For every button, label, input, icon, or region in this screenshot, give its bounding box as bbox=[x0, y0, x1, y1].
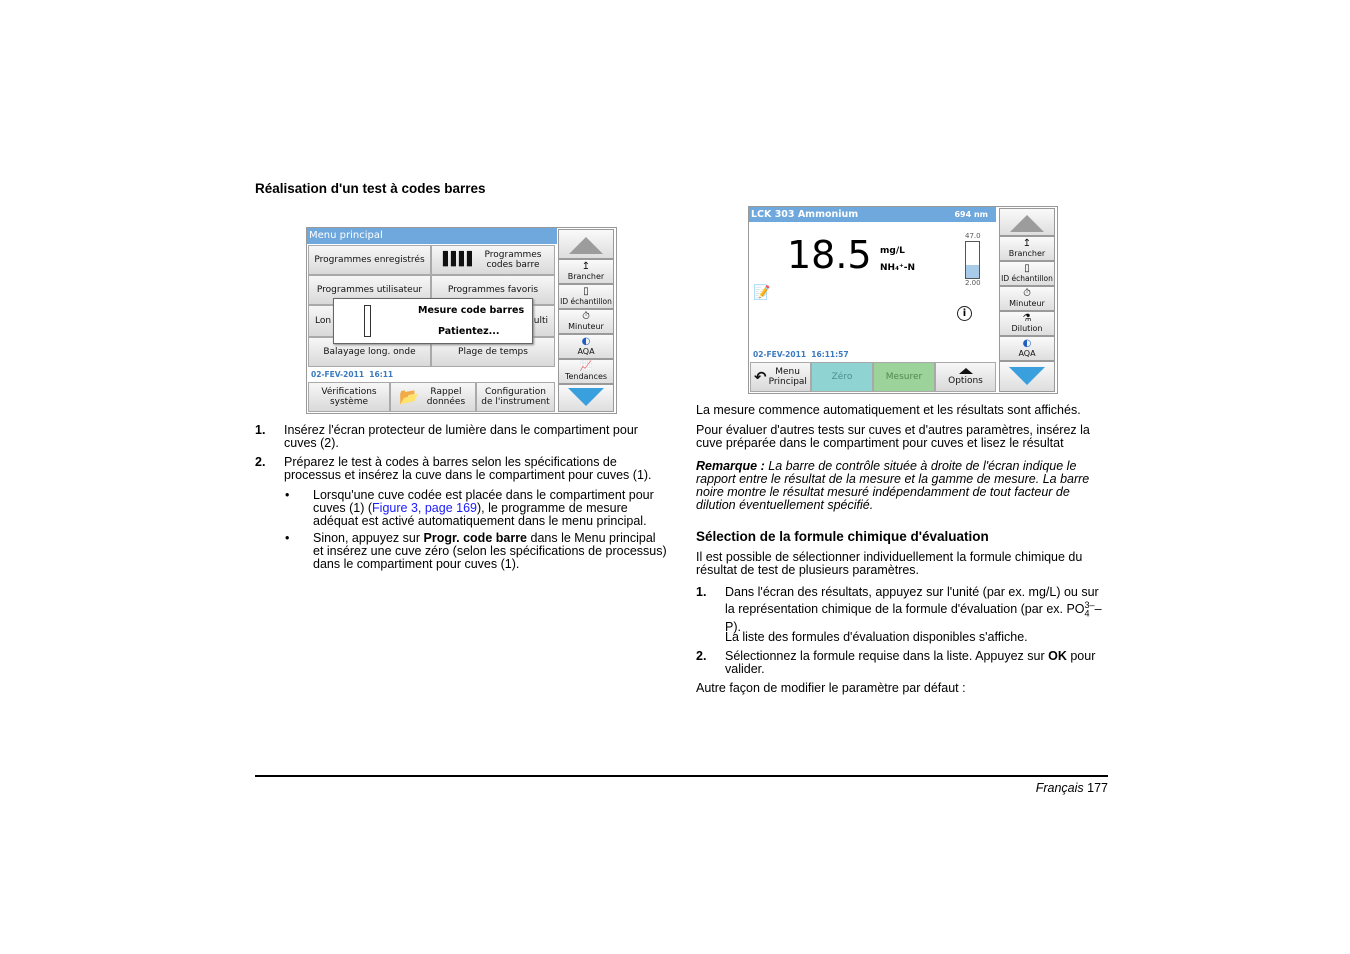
footer-rule bbox=[255, 775, 1108, 777]
zero-button[interactable]: Zéro bbox=[811, 362, 873, 392]
result-screen bbox=[748, 206, 1058, 394]
program-title: LCK 303 Ammonium bbox=[751, 209, 859, 220]
bullet-mark: • bbox=[285, 488, 290, 502]
edit-note-icon[interactable]: 📝 bbox=[753, 285, 771, 301]
scroll-down-button[interactable] bbox=[558, 384, 614, 412]
sample-vial-icon: ▯ bbox=[583, 286, 589, 297]
wavelength-label: 694 nm bbox=[954, 210, 988, 219]
side-brancher-button[interactable]: ↥ Brancher bbox=[999, 236, 1055, 261]
step-text: Sélectionnez la formule requise dans la liste. Appuyez sur OK pour valider. bbox=[725, 649, 1096, 676]
arrow-up-small-icon bbox=[959, 368, 973, 374]
main-menu-button[interactable]: ↶ Menu Principal bbox=[750, 362, 811, 392]
range-min: 2.00 bbox=[965, 279, 981, 287]
arrow-down-icon bbox=[1009, 367, 1045, 385]
multi-wavelength-button[interactable]: ulti bbox=[431, 305, 555, 337]
arrow-down-icon bbox=[568, 388, 604, 406]
screen-title-bar bbox=[749, 207, 996, 222]
recall-data-button[interactable]: 📂 Rappel données bbox=[390, 382, 476, 412]
screen-title: Menu principal bbox=[309, 230, 383, 241]
side-dilution-button[interactable]: ⚗ Dilution bbox=[999, 311, 1055, 336]
cuvette-icon bbox=[364, 305, 371, 337]
measure-button[interactable]: Mesurer bbox=[873, 362, 935, 392]
section-heading-barcode: Réalisation d'un test à codes barres bbox=[255, 181, 486, 196]
side-brancher-button[interactable]: ↥ Brancher bbox=[558, 259, 614, 284]
note: Remarque : La barre de contrôle située à droite de l'écran indique le rapport entre le résultat de la mesure et la gamme de mesure. La barre noire montre le résultat mesuré indépendamment de tout facteur de dilution éventuellement spécifié. bbox=[696, 459, 1090, 512]
sample-vial-icon: ▯ bbox=[1024, 263, 1030, 274]
bullet-mark: • bbox=[285, 531, 290, 545]
barcode-icon: ▌▌▌▌ bbox=[443, 252, 475, 267]
arrow-up-icon bbox=[569, 237, 603, 254]
dialog-message: Patientez... bbox=[438, 326, 500, 337]
folder-icon: 📂 bbox=[399, 387, 419, 406]
paragraph: La mesure commence automatiquement et les résultats sont affichés. bbox=[696, 403, 1081, 417]
wavelength-scan-button[interactable]: Balayage long. onde bbox=[308, 337, 431, 367]
result-value: 18.5 bbox=[787, 233, 872, 277]
instrument-setup-button[interactable]: Configuration de l'instrument bbox=[476, 382, 555, 412]
main-menu-screen bbox=[306, 227, 617, 414]
login-icon: ↥ bbox=[581, 261, 591, 272]
step-number: 1. bbox=[696, 585, 707, 599]
side-trends-button[interactable]: 📈 Tendances bbox=[558, 359, 614, 384]
page-footer bbox=[1036, 782, 1108, 795]
status-line: 02-FEV-2011 16:11 bbox=[311, 370, 394, 379]
side-timer-button[interactable]: ⏱ Minuteur bbox=[999, 286, 1055, 311]
side-timer-button[interactable]: ⏱ Minuteur bbox=[558, 309, 614, 334]
footer-language: Français bbox=[1035, 781, 1084, 795]
dilution-icon: ⚗ bbox=[1022, 313, 1032, 324]
barcode-dialog bbox=[333, 298, 533, 344]
side-sample-id-button[interactable]: ▯ ID échantillon bbox=[999, 261, 1055, 286]
range-bar-fill bbox=[966, 265, 979, 278]
wavelength-button[interactable]: Lon bbox=[308, 305, 431, 337]
scroll-down-button[interactable] bbox=[999, 361, 1055, 392]
saved-programs-button[interactable]: Programmes enregistrés bbox=[308, 245, 431, 275]
aqa-icon: ◐ bbox=[581, 336, 591, 347]
bullet-text: Lorsqu'une cuve codée est placée dans le compartiment pour cuves (1) (Figure 3, page 169), le programme de mesure adéquat est activé automatiquement dans le menu principal. bbox=[313, 488, 654, 528]
result-unit[interactable]: mg/L bbox=[880, 246, 905, 256]
favorite-programs-button[interactable]: Programmes favoris bbox=[431, 275, 555, 305]
figure-link[interactable]: Figure 3, page 169 bbox=[372, 501, 477, 515]
side-aqa-button[interactable]: ◐ AQA bbox=[558, 334, 614, 359]
options-button[interactable]: Options bbox=[935, 362, 996, 392]
result-formula[interactable]: NH₄⁺-N bbox=[880, 263, 916, 273]
system-checks-button[interactable]: Vérifications système bbox=[308, 382, 390, 412]
step-number: 2. bbox=[255, 455, 266, 469]
trend-chart-icon: 📈 bbox=[579, 361, 593, 372]
side-aqa-button[interactable]: ◐ AQA bbox=[999, 336, 1055, 361]
step-text: Préparez le test à codes à barres selon les spécifications de processus et insérez la cuve dans le compartiment pour cuves (1). bbox=[284, 455, 652, 482]
time-course-button[interactable]: Plage de temps bbox=[431, 337, 555, 367]
page-number: 177 bbox=[1087, 781, 1108, 795]
range-bar bbox=[965, 241, 980, 279]
side-sample-id-button[interactable]: ▯ ID échantillon bbox=[558, 284, 614, 309]
section-heading-formula: Sélection de la formule chimique d'évaluation bbox=[696, 529, 989, 544]
bullet-text: Sinon, appuyez sur Progr. code barre dans le Menu principal et insérez une cuve zéro (selon les spécifications de processus) dans le compartiment pour cuves (1). bbox=[313, 531, 667, 571]
timer-icon: ⏱ bbox=[582, 311, 590, 322]
timer-icon: ⏱ bbox=[1023, 288, 1031, 299]
user-programs-button[interactable]: Programmes utilisateur bbox=[308, 275, 431, 305]
paragraph: Autre façon de modifier le paramètre par défaut : bbox=[696, 681, 966, 695]
scroll-up-button[interactable] bbox=[558, 229, 614, 259]
step-number: 2. bbox=[696, 649, 707, 663]
screen-title-bar bbox=[307, 228, 557, 244]
step-text: Insérez l'écran protecteur de lumière dans le compartiment pour cuves (2). bbox=[284, 423, 638, 450]
paragraph: Pour évaluer d'autres tests sur cuves et d'autres paramètres, insérez la cuve préparée dans le compartiment pour cuves et lisez le résultat bbox=[696, 423, 1090, 450]
arrow-up-icon bbox=[1010, 215, 1044, 232]
login-icon: ↥ bbox=[1022, 238, 1032, 249]
status-line: 02-FEV-2011 16:11:57 bbox=[753, 350, 849, 359]
paragraph: Il est possible de sélectionner individuellement la formule chimique du résultat de test de plusieurs paramètres. bbox=[696, 550, 1083, 577]
info-icon[interactable]: i bbox=[957, 306, 972, 321]
step-result-text: La liste des formules d'évaluation disponibles s'affiche. bbox=[725, 630, 1028, 644]
aqa-icon: ◐ bbox=[1022, 338, 1032, 349]
step-number: 1. bbox=[255, 423, 266, 437]
range-max: 47.0 bbox=[965, 232, 981, 240]
step-text: Dans l'écran des résultats, appuyez sur l'unité (par ex. mg/L) ou sur la représentation chimique de la formule d'évaluation (par ex. $PO_4^{3-}-P$). bbox=[725, 585, 1102, 634]
barcode-programs-button[interactable]: ▌▌▌▌ Programmes codes barre bbox=[431, 245, 555, 275]
scroll-up-button[interactable] bbox=[999, 208, 1055, 236]
dialog-title: Mesure code barres bbox=[418, 305, 525, 316]
back-arrow-icon: ↶ bbox=[754, 368, 767, 386]
